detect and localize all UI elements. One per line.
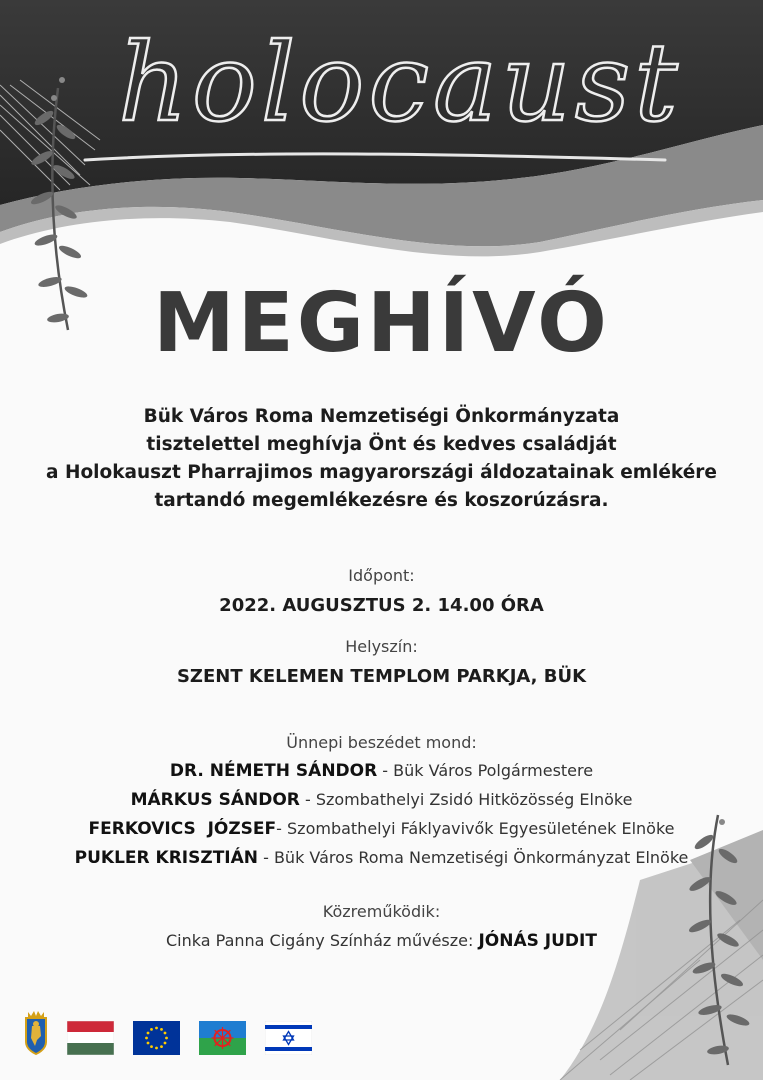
speaker-role: - Szombathelyi Zsidó Hitközösség Elnöke — [299, 790, 633, 809]
contrib-text: Cinka Panna Cigány Színház művésze: — [166, 931, 479, 950]
speaker-name: FERKOVICS JÓZSEF — [88, 819, 277, 839]
contrib-line — [0, 931, 763, 951]
intro-line: tisztelettel meghívja Önt és kedves családját — [146, 434, 617, 455]
svg-text:holocaust: holocaust — [118, 21, 682, 146]
time-label: Időpont: — [348, 566, 415, 585]
contrib-name: JÓNÁS JUDIT — [478, 931, 597, 951]
eu-flag-icon — [133, 1021, 180, 1055]
speaker-name: DR. NÉMETH SÁNDOR — [169, 761, 378, 781]
chalk-title — [60, 10, 740, 150]
speaker-line — [0, 819, 763, 839]
speaker-role: - Szombathelyi Fáklyavivők Egyesületének Elnöke — [276, 819, 675, 838]
speaker-role: - Bük Város Roma Nemzetiségi Önkormányzat Elnöke — [258, 848, 689, 867]
intro-line: Bük Város Roma Nemzetiségi Önkormányzata — [143, 406, 620, 427]
page-title: MEGHÍVÓ — [153, 276, 610, 371]
speaker-role: - Bük Város Polgármestere — [377, 761, 594, 780]
intro-line: tartandó megemlékezésre és koszorúzásra. — [154, 490, 609, 511]
intro-line: a Holokauszt Pharrajimos magyarországi áldozatainak emlékére — [46, 462, 717, 483]
speech-label: Ünnepi beszédet mond: — [286, 733, 477, 752]
speaker-name: MÁRKUS SÁNDOR — [130, 790, 300, 810]
speaker-name: PUKLER KRISZTIÁN — [74, 848, 258, 868]
contrib-label: Közreműködik: — [322, 902, 441, 921]
speaker-line — [0, 848, 763, 868]
roma-flag-icon — [199, 1021, 246, 1055]
speaker-line — [0, 761, 763, 781]
intro-text — [20, 403, 743, 515]
hungary-flag-icon — [67, 1021, 114, 1055]
bük-coat-of-arms-icon — [22, 1008, 50, 1056]
place-label: Helyszín: — [345, 637, 418, 656]
speaker-line — [0, 790, 763, 810]
israel-flag-icon — [265, 1021, 312, 1055]
time-value: 2022. AUGUSZTUS 2. 14.00 ÓRA — [219, 595, 544, 616]
place-value: SZENT KELEMEN TEMPLOM PARKJA, BÜK — [176, 666, 587, 687]
